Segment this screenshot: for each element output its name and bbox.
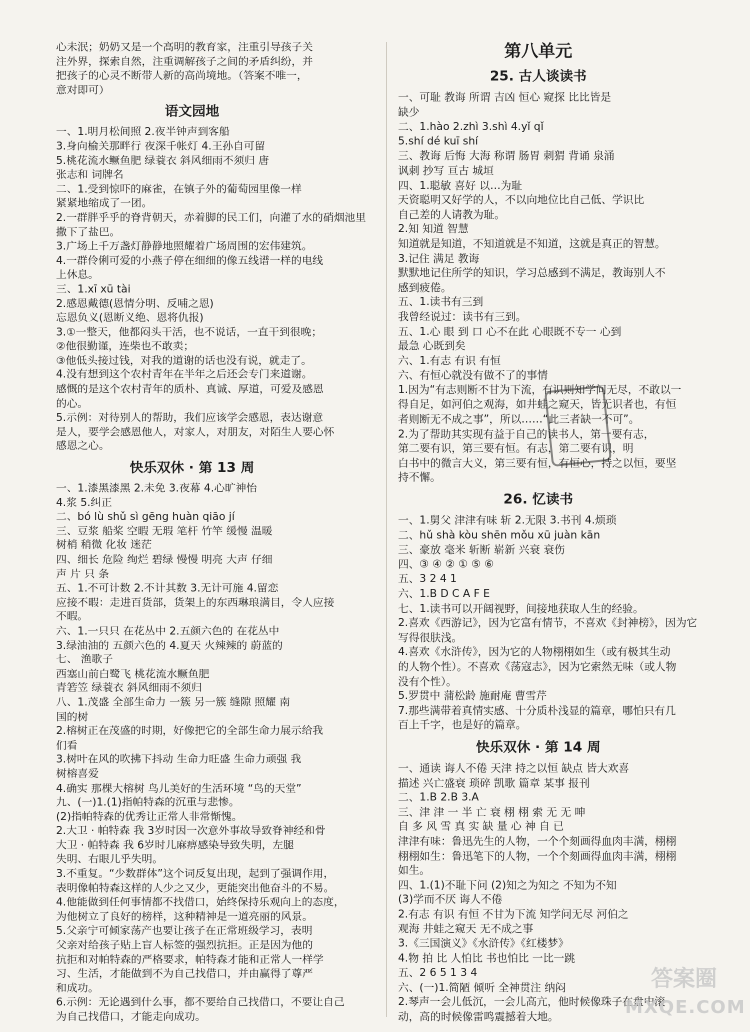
- text-line: 五、3 2 4 1: [398, 572, 457, 585]
- text-line: 7.那些满带着真情实感、十分质朴浅显的篇章，哪怕只有几: [398, 703, 676, 717]
- text-line: 2.大卫 · 帕特森 我 3岁时因一次意外事故导致脊神经和骨: [56, 824, 326, 837]
- text-line: 1.因为“有志则断不甘为下流，有识则知学问无尽，不敢以一: [398, 383, 682, 396]
- text-line: 四、③ ④ ② ① ⑤ ⑥: [398, 557, 495, 571]
- text-line: 六、(一)1.简陋 倾听 全神贯注 纳闷: [398, 980, 566, 994]
- text-line: 天资聪明又好学的人，不以向地位比自己低、学识比: [398, 193, 645, 206]
- watermark-logo: [625, 966, 746, 1026]
- text-line: 六、1.一只只 在花丛中 2.五颜六色的 在花丛中: [56, 624, 280, 637]
- text-line: 三、豆浆 船桨 空暇 无瑕 笔杆 竹竿 缓慢 温暖: [56, 524, 273, 537]
- text-line: 最急 心既到矣: [398, 339, 466, 352]
- text-line: 大卫 · 帕特森 我 6岁时儿麻痹感染导致失明，左腿: [56, 838, 294, 851]
- watermark-line-2: MXQE.COM: [625, 997, 746, 1018]
- text-line: 写得很肤浅。: [398, 630, 463, 644]
- text-line: 四、1.聪敏 喜好 以…为耻: [398, 178, 523, 191]
- text-line: 撒下了盐巴。: [56, 225, 121, 238]
- text-line: 抗拒和对帕特森的严格要求，帕特森才能和正常人一样学: [56, 953, 324, 966]
- text-line: 一、1.明月松间照 2.夜半钟声到客船: [56, 125, 230, 138]
- text-line: 青箬笠 绿蓑衣 斜风细雨不须归: [56, 681, 202, 694]
- text-line: 3.①一整天，他都闷头干活，也不说话，一直干到很晚；: [56, 325, 323, 338]
- handwritten-mark: [544, 385, 612, 467]
- text-line: 4.确实 那棵大榕树 鸟儿美好的生活环境 “鸟的天堂”: [56, 781, 302, 794]
- text-line: 3.《三国演义》《水浒传》《红楼梦》: [398, 936, 569, 950]
- text-line: 自 多 风 雪 真 实 缺 量 心 神 自 已: [398, 819, 564, 833]
- text-line: 4.没有想到这个农村青年在半年之后还会专门来道谢。: [56, 368, 313, 381]
- text-line: 3.树叶在风的吹拂下抖动 生命力旺盛 生命力顽强 我: [56, 753, 302, 766]
- text-line: 四、1.(1)不耻下问 (2)知之为知之 不知为不知: [398, 878, 617, 891]
- text-line: 5.罗贯中 蒲松龄 施耐庵 曹雪芹: [398, 689, 547, 702]
- text-line: 六、有恒心就没有做不了的事情: [398, 368, 548, 381]
- heading-yuwen-yuandi: 语文园地: [164, 103, 220, 120]
- text-line: 声 片 只 条: [56, 567, 110, 580]
- heading-week-13: 快乐双休 · 第 13 周: [129, 459, 255, 476]
- lesson-25-block: [398, 90, 682, 485]
- text-line: 如生。: [398, 863, 431, 877]
- text-line: 树榕喜爱: [56, 767, 99, 780]
- text-line: 观海 井蛙之窥天 无不成之事: [398, 922, 534, 935]
- text-line: 三、津 津 一 半 亡 衰 栩 栩 索 无 无 呻: [398, 805, 586, 818]
- text-line: 六、1.有志 有识 有恒: [398, 353, 501, 367]
- text-line: 二、1.hào 2.zhì 3.shì 4.yǐ qǐ: [398, 119, 544, 133]
- text-line: 三、豪放 毫米 斩断 崭新 兴衰 衰伤: [398, 542, 565, 556]
- text-line: 百上千字，也是好的篇章。: [398, 718, 527, 731]
- text-line: 的心。: [56, 396, 89, 410]
- text-line: 6.示例：无论遇到什么事，都不要给自己找借口，不要让自己: [56, 995, 345, 1009]
- text-line: 一、1.漆黑漆黑 2.未免 3.夜幕 4.心旷神怡: [56, 481, 257, 494]
- text-line: 没有个性）。: [398, 674, 457, 688]
- text-line: 缺少: [398, 105, 420, 118]
- heading-lesson-26: 26. 忆读书: [503, 491, 574, 508]
- text-line: 紧紧地缩成了一团。: [56, 196, 153, 210]
- text-line: 5.父亲宁可倾家荡产也要让孩子在正常班级学习，表明: [56, 924, 313, 937]
- text-line: 失明、右眼儿乎失明。: [56, 853, 164, 866]
- heading-week-14: 快乐双休 · 第 14 周: [475, 738, 601, 755]
- text-line: 描述 兴亡盛衰 琐碎 凯歌 篇章 某事 报刊: [398, 775, 590, 789]
- text-line: 动，高的时候像雷鸣震撼着大地。: [398, 1009, 559, 1023]
- heading-unit-8: 第八单元: [504, 40, 573, 61]
- text-line: 习、生活，才能做到不为自己找借口，并由赢得了尊严: [56, 967, 313, 980]
- text-line: (3)学而不厌 诲人不倦: [398, 892, 503, 906]
- text-line: 二、hǔ shà kòu shēn mǒu xū juàn kān: [398, 528, 601, 541]
- text-line: 九、(一)1.(1)指帕特森的沉重与悲惨。: [56, 795, 240, 809]
- text-line: 四、细长 危险 绚烂 碧绿 慢慢 明亮 大声 仔细: [56, 553, 273, 566]
- heading-lesson-25: 25. 古人谈读书: [489, 68, 587, 85]
- text-line: 七、1.读书可以开阔视野，间接地获取人生的经验。: [398, 601, 644, 614]
- text-line: 讽刺 抄写 亘古 城垣: [398, 163, 494, 177]
- text-line: 二、1.受到惊吓的麻雀，在镇子外的葡萄园里像一样: [56, 182, 302, 195]
- text-line: 三、1.xī xū tài: [56, 282, 131, 295]
- text-line: 5.桃花流水鳜鱼肥 绿蓑衣 斜风细雨不须归 唐: [56, 154, 270, 167]
- text-line: 2.为了帮助其实现有益于自己的读书人，第一要有志，: [398, 426, 655, 440]
- text-line: 不暇。: [56, 610, 89, 623]
- text-line: 国的树: [56, 710, 89, 723]
- text-line: 津津有味：鲁迅先生的人物，一个个刻画得血肉丰满，栩栩: [398, 834, 677, 847]
- text-line: 意对即可）: [56, 83, 110, 96]
- text-line: 心未泯；奶奶又是一个高明的教育家，注重引导孩子关: [56, 40, 313, 53]
- left-column: [56, 40, 366, 1024]
- text-line: 二、bó lù shǔ sì gēng huàn qiāo jí: [56, 510, 235, 523]
- text-line: 一、可耻 教诲 所谓 吉凶 恒心 窥探 比比皆是: [398, 90, 612, 104]
- text-line: 2.感恩戴德(恩情分明、反哺之恩): [56, 296, 214, 310]
- text-line: 表明像帕特森这样的人少之又少，更能突出他奋斗的不易。: [56, 881, 335, 894]
- text-line: 得自足，如河伯之观海，如井蛙之窥天，皆无识者也，有恒: [398, 397, 677, 411]
- text-line: 们看: [56, 738, 78, 751]
- text-line: 2.琴声一会儿低沉，一会儿高亢，他时候像珠子在盘中滚: [398, 995, 666, 1008]
- text-line: 西塞山前白鹭飞 桃花流水鳜鱼肥: [56, 667, 210, 680]
- text-line: 注外界，探索自然，注重调解孩子之间的矛盾纠纷，并: [56, 55, 313, 68]
- yuwen-yuandi-block: [56, 125, 366, 454]
- text-line: 2.榕树正在茂盛的时期，好像把它的全部生命力展示给我: [56, 724, 324, 737]
- text-line: 栩栩如生：鲁迅笔下的人物，一个个刻画得血肉丰满，栩栩: [398, 849, 677, 862]
- text-line: 2.喜欢《西游记》，因为它富有情节，不喜欢《封神榜》，因为它: [398, 616, 698, 629]
- text-line: 4.一群伶俐可爱的小燕子停在细细的像五线谱一样的电线: [56, 254, 324, 267]
- text-line: 2.知 知道 智慧: [398, 222, 469, 235]
- text-line: 3.不重复。“少数群体”这个词反复出现，起到了强调作用，: [56, 867, 335, 880]
- text-line: 持不懈。: [398, 470, 441, 484]
- text-line: 五、1.心 眼 到 口 心不在此 心眼既不专一 心到: [398, 324, 622, 338]
- text-line: 感恩之心。: [56, 439, 110, 452]
- text-line: 一、1.舅父 津津有味 斩 2.无限 3.书刊 4.烦琐: [398, 513, 617, 527]
- text-line: 感慨的是这个农村青年的质朴、真诚、厚道，可爱及感恩: [56, 382, 324, 395]
- text-line: 七、 渔歌子: [56, 653, 113, 666]
- text-line: 上休息。: [56, 268, 99, 281]
- text-line: 我曾经说过：读书有三到。: [398, 310, 527, 323]
- text-line: 张志和 词牌名: [56, 168, 124, 181]
- text-line: 把孩子的心灵不断带人新的高尚境地。（答案不唯一，: [56, 69, 308, 82]
- text-line: 者则断无不成之事”，所以……“此三者缺一不可”。: [398, 412, 640, 425]
- text-line: 六、1.B D C A F E: [398, 586, 490, 600]
- text-line: 3.身向榆关那畔行 夜深千帐灯 4.王孙自可留: [56, 139, 266, 153]
- text-line: 应接不暇：走进百货部，货架上的东西琳琅满目，令人应接: [56, 595, 335, 609]
- text-line: 和成功。: [56, 981, 99, 994]
- text-line: 第二要有识，第三要有恒。有志，第二要有识，明: [398, 441, 634, 455]
- text-line: 为自己找借口，才能走向成功。: [56, 1010, 206, 1023]
- text-line: (2)指帕特森的优秀让正常人非常惭愧。: [56, 810, 243, 823]
- text-line: 白书中的微言大义，第三要有恒，有恒心，持之以恒，要坚: [398, 456, 677, 469]
- text-line: 是人，要学会感恩他人，对家人，对朋友，对陌生人要心怀: [56, 425, 335, 438]
- text-line: 三、教诲 后悔 大海 称谓 肠胃 刺猬 背诵 泉涌: [398, 149, 615, 162]
- text-line: 二、1.B 2.B 3.A: [398, 790, 479, 804]
- text-line: 3.记住 满足 教诲: [398, 251, 480, 265]
- intro-block: [56, 40, 328, 97]
- text-line: 4.他能做到任何事情都不找借口，始终保持乐观向上的态度，: [56, 895, 345, 909]
- text-line: 五、1.不可计数 2.不计其数 3.无计可施 4.留恋: [56, 581, 279, 594]
- text-line: 为他树立了良好的榜样，这种精神是一道亮丽的风景。: [56, 910, 313, 923]
- text-line: 知道就是知道，不知道就是不知道，这就是真正的智慧。: [398, 236, 666, 250]
- column-divider: [386, 42, 387, 1017]
- text-line: 五、1.读书有三到: [398, 295, 484, 308]
- text-line: 默默地记住所学的知识，学习总感到不满足，教诲别人不: [398, 266, 666, 279]
- text-line: 五、2 6 5 1 3 4: [398, 966, 478, 979]
- text-line: 5.shí dé kuī shí: [398, 134, 479, 148]
- text-line: 2.有志 有识 有恒 不甘为下流 知学问无尽 河伯之: [398, 907, 629, 921]
- text-line: 3.绿油油的 五颜六色的 4.夏天 火辣辣的 蔚蓝的: [56, 638, 283, 651]
- text-line: 八、1.茂盛 全部生命力 一簇 另一簇 缝隙 照耀 南: [56, 695, 291, 709]
- text-line: 的人物个性）。不喜欢《荡寇志》，因为它索然无味（或人物: [398, 659, 677, 673]
- lesson-26-block: [398, 513, 698, 732]
- text-line: 4.浆 5.纠正: [56, 495, 112, 509]
- text-line: 忘恩负义(恩断义绝、恩将仇报): [56, 311, 204, 324]
- text-line: 4.物 拍 比 人怕比 书也怕比 一比一跳: [398, 951, 576, 964]
- text-line: 4.喜欢《水浒传》，因为它的人物栩栩如生（或有极其生动: [398, 645, 671, 658]
- text-line: 2.一群胖乎乎的脊背朝天，赤着脚的民工们，向灌了水的硝烟池里: [56, 211, 366, 224]
- watermark-line-1: 答案圈: [650, 967, 717, 992]
- text-line: ③他低头接过钱，对我的道谢的话也没有说，就走了。: [56, 354, 312, 367]
- text-line: 3.广场上千万盏灯静静地照耀着广场周围的宏伟建筑。: [56, 239, 313, 253]
- text-line: 父亲对给孩子贴上盲人标签的强烈抗拒。正是因为他的: [56, 938, 313, 951]
- week-13-block: [56, 481, 345, 1024]
- text-line: 自己差的人请教为耻。: [398, 207, 506, 221]
- text-line: 树梢 稍微 化妆 迷茫: [56, 538, 152, 552]
- text-line: ②他很勤谨，连柴也不敢卖；: [56, 339, 195, 352]
- text-line: 5.示例：对待别人的帮助，我们应该学会感恩，表达谢意: [56, 411, 324, 424]
- text-line: 一、通读 诲人不倦 天津 持之以恒 缺点 皆大欢喜: [398, 761, 630, 774]
- text-line: 感到疲倦。: [398, 280, 452, 294]
